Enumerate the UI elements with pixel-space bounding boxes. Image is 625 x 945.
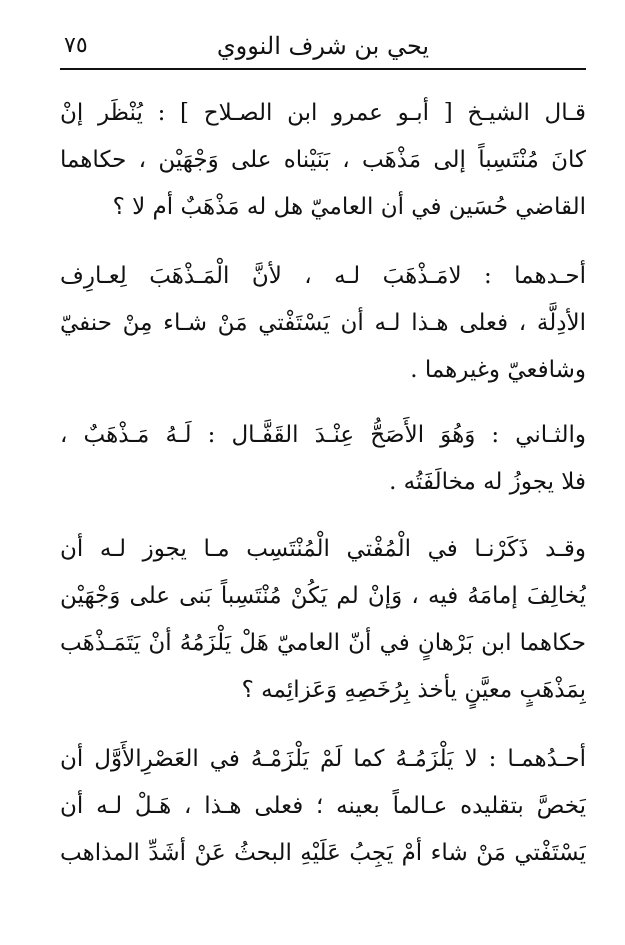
text-line: والثـاني : وَهُوَ الأَصَحُّ عِنْـدَ القَفَّـال : لَـهُ مَـذْهَبٌ ، xyxy=(60,422,586,448)
header-rule xyxy=(60,68,586,70)
paragraph xyxy=(60,736,586,877)
text-line: قـال الشيـخ [ أبـو عمرو ابن الصـلاح ] : يُنْظَر إنْ xyxy=(60,100,586,126)
page-header xyxy=(60,26,586,68)
paragraph xyxy=(60,412,586,506)
text-line: أحـدُهمـا : لا يَلْزَمُـهُ كما لَمْ يَلْزَمْـهُ في العَصْرِالأَوَّل أن xyxy=(60,746,586,772)
text-line: يُخالِفَ إمامَهُ فيه ، وَإنْ لم يَكُنْ مُنْتَسِباً بَنى على وَجْهَيْن xyxy=(60,583,586,609)
text-line: فلا يجوزُ له مخالَفَتُه . xyxy=(389,469,586,495)
text-line: حكاهما ابن بَرْهانٍ في أنّ العاميّ هَلْ يَلْزَمُهُ أنْ يَتَمَـذْهَب xyxy=(60,630,586,656)
body-text xyxy=(60,90,586,877)
text-line: وشافعيّ وغيرهما . xyxy=(410,357,586,383)
text-line: كانَ مُنْتَسِباً إلى مَذْهَب ، بَنَيْناه على وَجْهَيْن ، حكاهما xyxy=(60,147,586,173)
text-line: بِمَذْهَبٍ معيَّنٍ يأخذ بِرُخَصِهِ وَعَزائِمه ؟ xyxy=(241,677,586,703)
running-title: يحي بن شرف النووي xyxy=(216,32,430,60)
text-line: يَخصَّ بتقليده عـالماً بعينه ؛ فعلى هـذا ، هَـلْ لـه أن xyxy=(60,793,586,819)
paragraph xyxy=(60,90,586,231)
page-number: ٧٥ xyxy=(64,33,88,58)
text-line: يَسْتَفْتي مَنْ شاء أمْ يَجِبُ عَلَيْهِ البحثُ عَنْ أشَدِّ المذاهب xyxy=(60,840,586,866)
text-line: أحـدهما : لامَـذْهَبَ لـه ، لأنَّ الْمَـذْهَبَ لِعـارِف xyxy=(60,263,586,289)
text-line: الأدِلَّة ، فعلى هـذا لـه أن يَسْتَفْتي مَنْ شـاء مِنْ حنفيّ xyxy=(60,310,586,336)
text-line: وقـد ذَكَرْنـا في الْمُفْتي الْمُنْتَسِب مـا يجوز لـه أن xyxy=(60,536,586,562)
paragraph xyxy=(60,253,586,394)
text-line: القاضي حُسَين في أن العاميّ هل له مَذْهَبٌ أم لا ؟ xyxy=(112,194,586,220)
paragraph xyxy=(60,526,586,714)
